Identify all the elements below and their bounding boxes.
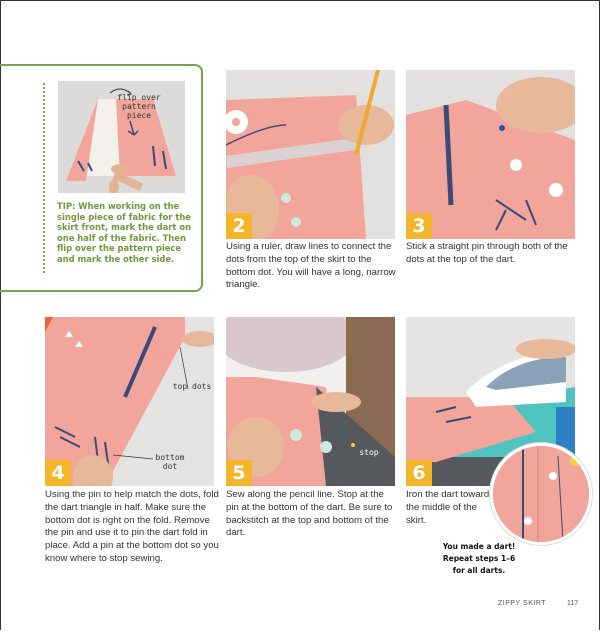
- step-4-annotation-top-dots: top dots: [172, 382, 212, 391]
- step-4-photo: [45, 317, 214, 486]
- dart-closeup-inset: [490, 443, 592, 545]
- step-4-number-badge: 4: [45, 460, 71, 486]
- step-5-photo: [226, 317, 395, 486]
- tip-body: When working on the single piece of fabric for the skirt front, mark the dart on one half of the fabric. Then flip over the pattern piece and mark the other side.: [57, 201, 192, 264]
- tip-photo: [58, 81, 185, 193]
- step-3-photo: [406, 70, 575, 239]
- repeat-callout-line-2: Repeat steps 1–6: [442, 554, 516, 563]
- step-3-number-badge: 3: [406, 213, 432, 239]
- step-5-number-badge: 5: [226, 460, 252, 486]
- repeat-callout-line-1: You made a dart!: [442, 542, 516, 551]
- footer-page-number: 117: [567, 600, 579, 607]
- tip-label: TIP:: [57, 201, 76, 211]
- repeat-callout-line-3: for all darts.: [452, 566, 506, 575]
- tip-dotted-rule: [43, 83, 45, 273]
- step-4-annotation-bottom-dot: bottom dot: [155, 453, 185, 471]
- tip-photo-annotation: flip over pattern piece: [117, 93, 161, 120]
- step-6-text: Iron the dart toward the middle of the skirt.: [406, 489, 490, 526]
- step-2-text: Using a ruler, draw lines to connect the dots from the top of the skirt to the bottom dot. You will have a long, narrow triangle.: [226, 241, 396, 291]
- footer-running-title: ZIPPY SKIRT: [498, 600, 547, 607]
- repeat-callout: [420, 541, 538, 577]
- step-2-photo: [226, 70, 395, 239]
- step-4-text: Using the pin to help match the dots, fold the dart triangle in half. Make sure the bottom dot is right on the fold. Remove the pin and use it to pin the dart fold in place. Add a pin at the bottom dot so you know where to stop sewing.: [45, 489, 219, 564]
- step-5-annotation-stop: stop: [359, 448, 379, 457]
- step-3-text: Stick a straight pin through both of the dots at the top of the dart.: [406, 241, 568, 265]
- step-6-number-badge: 6: [406, 460, 432, 486]
- step-2-number-badge: 2: [226, 213, 252, 239]
- tip-text: [57, 201, 197, 265]
- step-5-text: Sew along the pencil line. Stop at the pin at the bottom of the dart. Be sure to backstitch at the top and bottom of the dart.: [226, 489, 393, 539]
